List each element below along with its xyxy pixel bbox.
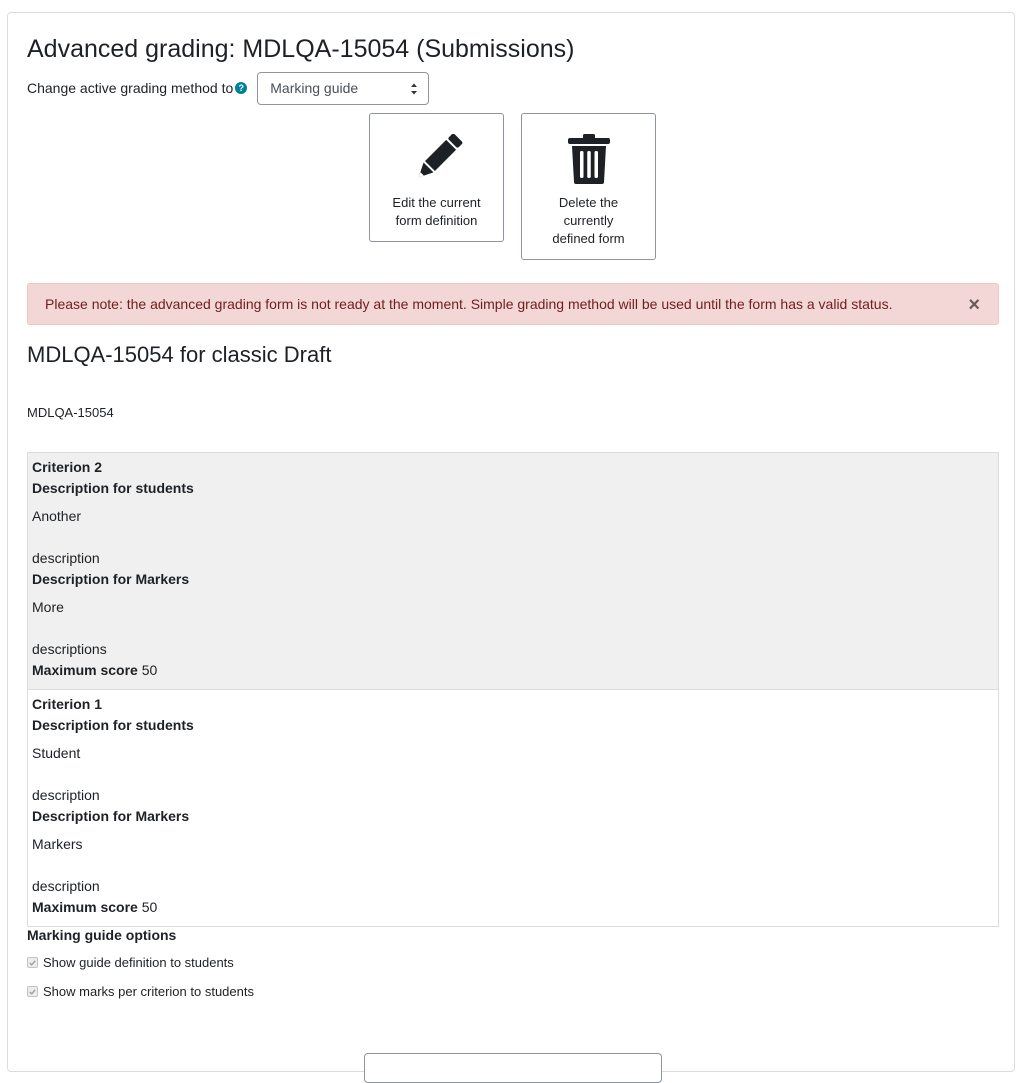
check-icon <box>29 989 36 995</box>
edit-form-definition-button[interactable] <box>369 113 504 242</box>
show-guide-definition-checkbox[interactable] <box>27 957 38 968</box>
show-guide-definition-label: Show guide definition to students <box>43 955 234 970</box>
grading-method-label: Change active grading method to <box>27 80 234 96</box>
show-marks-per-criterion-checkbox[interactable] <box>27 986 38 997</box>
grading-method-selected-value: Marking guide <box>270 80 359 96</box>
maximum-score <box>32 897 998 918</box>
form-not-ready-alert <box>27 283 999 325</box>
students-description-text-continued: description <box>32 787 100 803</box>
show-marks-per-criterion-option <box>27 984 254 999</box>
marking-guide-options-title: Marking guide options <box>27 927 177 943</box>
edit-button-label-line2: form definition <box>395 213 478 228</box>
maximum-score-label: Maximum score <box>32 662 138 678</box>
criterion-row <box>27 689 999 927</box>
markers-description-label: Description for Markers <box>32 808 190 824</box>
show-marks-per-criterion-label: Show marks per criterion to students <box>43 984 254 999</box>
grading-method-row <box>27 71 429 105</box>
select-caret-icon <box>410 82 418 96</box>
delete-button-label-line2: currently <box>563 213 614 228</box>
form-description: MDLQA-15054 <box>27 405 114 420</box>
maximum-score-label: Maximum score <box>32 899 138 915</box>
markers-description-label: Description for Markers <box>32 571 190 587</box>
markers-description-text: Markers <box>32 836 83 852</box>
grading-method-select[interactable] <box>257 72 429 105</box>
markers-description-text-continued: descriptions <box>32 641 107 657</box>
criterion-name: Criterion 2 <box>32 459 103 475</box>
close-icon[interactable]: × <box>968 294 980 316</box>
maximum-score-value: 50 <box>141 899 158 915</box>
students-description-label: Description for students <box>32 480 194 496</box>
delete-button-label-line1: Delete the <box>558 195 619 210</box>
criterion-row <box>27 452 999 690</box>
page-title: Advanced grading: MDLQA-15054 (Submissions) <box>27 35 575 63</box>
criterion-name: Criterion 1 <box>32 696 103 712</box>
question-circle-icon[interactable]: ? <box>235 82 247 94</box>
trash-icon <box>566 134 612 184</box>
form-title: MDLQA-15054 for classic Draft <box>27 342 332 367</box>
students-description-text: Student <box>32 745 81 761</box>
check-icon <box>29 960 36 966</box>
markers-description-text-continued: description <box>32 878 100 894</box>
markers-description-text: More <box>32 599 64 615</box>
alert-message: Please note: the advanced grading form is not ready at the moment. Simple grading method will be used until the form has a valid status. <box>45 296 893 312</box>
bottom-action-button[interactable] <box>364 1053 662 1083</box>
show-guide-definition-option <box>27 955 234 970</box>
maximum-score-value: 50 <box>141 662 158 678</box>
maximum-score <box>32 660 998 681</box>
delete-button-label-line3: defined form <box>552 231 625 246</box>
delete-form-button[interactable] <box>521 113 656 260</box>
students-description-text-continued: description <box>32 550 100 566</box>
students-description-text: Another <box>32 508 82 524</box>
main-card <box>7 12 1015 1072</box>
pencil-icon <box>411 134 463 184</box>
edit-button-label-line1: Edit the current <box>392 195 481 210</box>
students-description-label: Description for students <box>32 717 194 733</box>
